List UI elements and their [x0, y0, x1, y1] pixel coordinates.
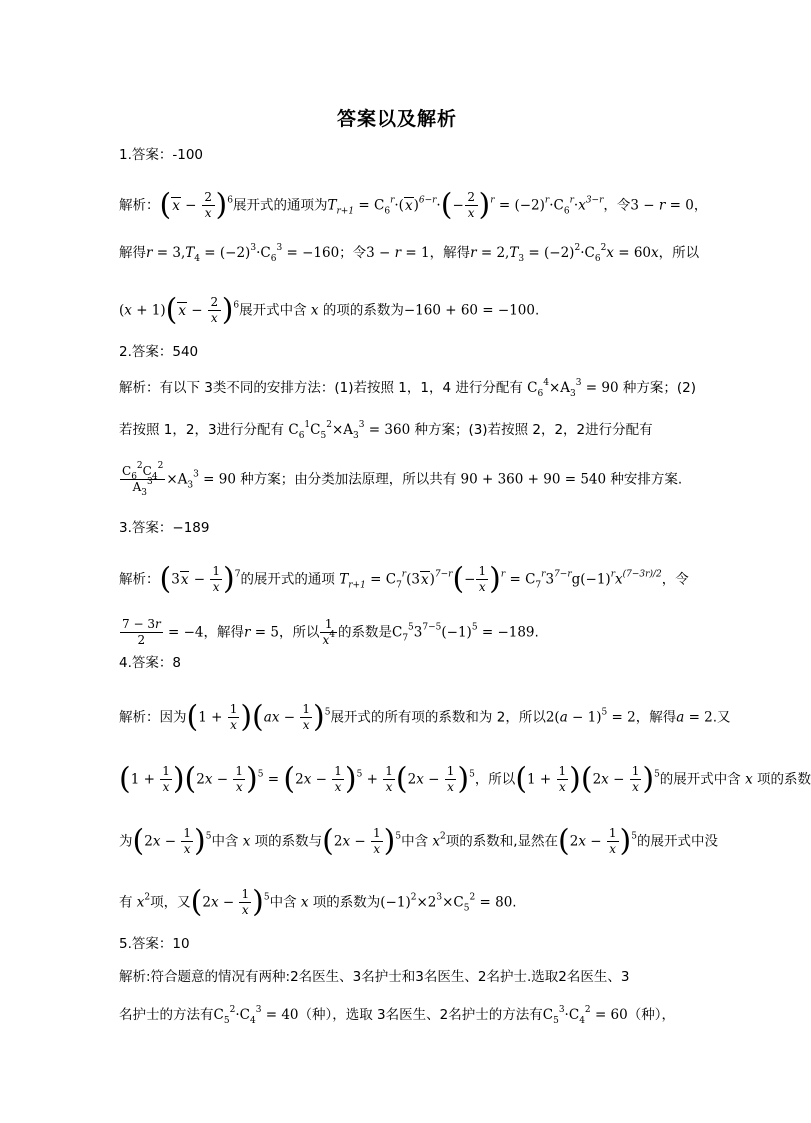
solution-5-line-1: 解析:符合题意的情况有两种:2名医生、3名护士和3名医生、2名护士.选取2名医生、3 [119, 969, 630, 985]
solution-1-line-3: (x + 1)(x − $\frac{2}{x}$ )$^6$展开式中含 x 的项的系数为−160 + 60 = −100. [119, 292, 540, 328]
solution-5-line-2: 名护士的方法有$C_5^2\cdot C_4^3 = 40$（种），选取 3名医生、2名护士的方法有$C_5^3\cdot C_4^2 = 60$（种）， [119, 1005, 675, 1026]
answer-1: 1.答案：-100 [119, 147, 204, 163]
answer-5: 5.答案：10 [119, 936, 190, 952]
solution-1-line-2: 解得$r = 3,T_4 = (-2)^3\cdot C_6^3 = -160$；令3 − r = 1，解得$r = 2,T_3 = (-2)^2\cdot C_6^2x = 60x$，所以 [119, 243, 700, 264]
answer-3: 3.答案：−189 [119, 520, 210, 536]
answer-2: 2.答案：540 [119, 344, 199, 360]
solution-4-line-2: (1 + $\frac{1}{x}$ )(2x − $\frac{1}{x}$ )$^5$ = (2x − $\frac{1}{x}$ )$^5$ + $\frac{1}{x}$ (2x − $\frac{1}{x}$ )$^5$，所以(1 + $\frac{1}{x}$ )(2x − $\frac{1}{x}$ )$^5$的展开式中含 x 项的系数 [119, 761, 811, 797]
solution-2-line-2: 若按照 1，2，3进行分配有 $C_6^1C_5^2\times A_3^3 = 360$ 种方案；(3)若按照 2，2，2进行分配有 [119, 420, 653, 441]
solution-2-line-3: $\frac{C_6^2C_4^2}{A_3^3}$ $\times A_3^3 = 90$ 种方案；由分类加法原理，所以共有 90 + 360 + 90 = 540 种安排方案. [122, 461, 683, 498]
solution-4-line-3: 为(2x − $\frac{1}{x}$ )$^5$中含 x 项的系数与(2x − $\frac{1}{x}$ )$^5$中含 $x^2$项的系数和,显然在(2x − $\frac{1}{x}$ )$^5$的展开式中没 [119, 823, 718, 859]
solution-3-line-2: $\frac{7 - 3r}{2}$ = −4，解得r = 5，所以 $\frac{1}{x^4}$ 的系数是$C_7^53^{7-5}(-1)^5 = -189$. [122, 617, 539, 647]
answer-4: 4.答案：8 [119, 655, 181, 671]
page-title: 答案以及解析 [336, 108, 457, 130]
solution-1-line-1: 解析：(x − $\frac{2}{x}$ )$^6$展开式的通项为$T_{r+1} = C_6^r\cdot(x)^{6-r}\cdot(-$ $\frac{2}{x}$ )$^r = (-2)^r\cdot C_6^r\cdot x^{3-r}$，令3 − r = 0， [119, 187, 708, 223]
solution-2-line-1: 解析：有以下 3类不同的安排方法：(1)若按照 1，1，4 进行分配有 $C_6^4\times A_3^3 = 90$ 种方案；(2) [119, 378, 696, 399]
solution-4-line-1: 解析：因为(1 + $\frac{1}{x}$ )(ax − $\frac{1}{x}$ )$^5$展开式的所有项的系数和为 2，所以$2(a - 1)^5 = 2$，解得a = 2.又 [119, 699, 731, 735]
solution-4-line-4: 有 $x^2$项，又(2x − $\frac{1}{x}$ )$^5$中含 x 项的系数为$(-1)^2\times 2^3\times C_5^2 = 80$. [119, 884, 517, 920]
solution-3-line-1: 解析：(3x − $\frac{1}{x}$ )$^7$的展开式的通项 $T_{r+1} = C_7^r(3x)^{7-r}(-$ $\frac{1}{x}$ )$^r = C_7^r3^{7-r}g(-1)^rx^{(7-3r)/2}$，令 [119, 561, 689, 597]
